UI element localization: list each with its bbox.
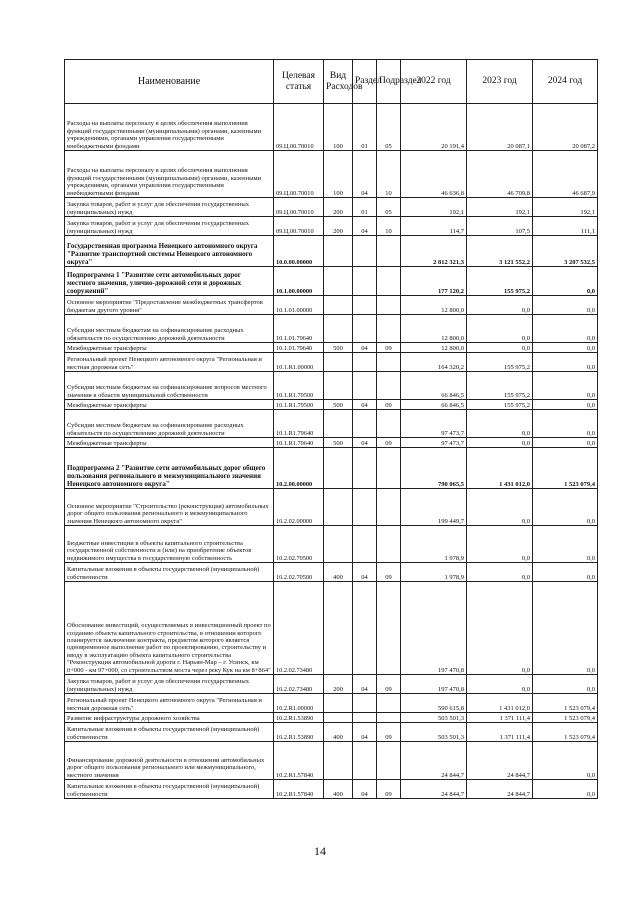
row-value-2023: 107,5 (467, 217, 533, 236)
row-exp-type: 200 (324, 217, 353, 236)
row-exp-type (324, 526, 353, 563)
row-value-2024: 3 207 532,5 (533, 236, 598, 267)
row-value-2022: 197 470,8 (401, 675, 467, 694)
row-name: Основное мероприятие "Предоставление межбюджетных трансфертов бюджетам другого уровня" (65, 296, 274, 315)
row-subsection: 09 (377, 400, 401, 410)
header-subsection: Подраздел (377, 60, 401, 104)
row-code: 09.Ц.00.70010 (274, 151, 324, 198)
row-section (353, 236, 377, 267)
row-value-2023: 0,0 (467, 343, 533, 353)
row-subsection: 05 (377, 198, 401, 217)
row-value-2024: 0,0 (533, 489, 598, 526)
row-value-2024: 20 087,2 (533, 104, 598, 151)
row-name: Капитальные вложения в объекты государственной (муниципальной) собственности (65, 563, 274, 582)
row-value-2024: 1 523 079,4 (533, 713, 598, 723)
row-name: Межбюджетные трансферты (65, 400, 274, 410)
row-code: 10.2.02.00000 (274, 489, 324, 526)
row-section: 04 (353, 780, 377, 799)
row-code: 10.2.02.73480 (274, 675, 324, 694)
row-value-2022: 97 473,7 (401, 410, 467, 438)
row-section: 04 (353, 563, 377, 582)
row-exp-type (324, 448, 353, 489)
row-exp-type: 200 (324, 675, 353, 694)
row-name: Подпрограмма 1 "Развитие сети автомобильных дорог местного значения, улично-дорожной сети и дорожных сооружений" (65, 267, 274, 296)
row-name: Расходы на выплаты персоналу в целях обеспечения выполнения функций государственными (муниципальными) органами, казенными учреждениями, органами управления государственными внебюджетными фондами (65, 104, 274, 151)
row-value-2023: 155 975,2 (467, 372, 533, 400)
row-subsection (377, 526, 401, 563)
row-exp-type: 100 (324, 151, 353, 198)
row-section: 04 (353, 675, 377, 694)
row-subsection (377, 694, 401, 713)
row-value-2024: 0,0 (533, 582, 598, 675)
row-exp-type (324, 489, 353, 526)
row-subsection: 09 (377, 563, 401, 582)
row-value-2024: 0,0 (533, 343, 598, 353)
row-section: 01 (353, 198, 377, 217)
row-value-2023: 0,0 (467, 526, 533, 563)
row-value-2023: 0,0 (467, 438, 533, 448)
table-row (65, 353, 598, 372)
row-value-2023: 24 844,7 (467, 780, 533, 799)
row-value-2022: 199 449,7 (401, 489, 467, 526)
row-name: Региональный проект Ненецкого автономного округа "Региональная и местная дорожная сеть" (65, 694, 274, 713)
row-section (353, 582, 377, 675)
row-subsection (377, 582, 401, 675)
row-subsection: 09 (377, 343, 401, 353)
row-code: 10.2.R1.53890 (274, 713, 324, 723)
row-value-2024: 0,0 (533, 296, 598, 315)
row-subsection (377, 372, 401, 400)
row-value-2024: 0,0 (533, 410, 598, 438)
row-value-2023: 0,0 (467, 582, 533, 675)
row-section (353, 713, 377, 723)
row-value-2023: 155 975,2 (467, 267, 533, 296)
header-exp-type: Вид Расходов (324, 60, 353, 104)
row-subsection (377, 353, 401, 372)
table-row (65, 343, 598, 353)
row-name: Основное мероприятие "Строительство (реконструкция) автомобильных дорог общего пользования регионального и межмуниципального значения Ненецкого автономного округа" (65, 489, 274, 526)
row-section: 04 (353, 723, 377, 742)
row-name: Бюджетные инвестиции в объекты капитального строительства государственной собственности и (или) на приобретение объектов недвижимого имущества в государственную собственность (65, 526, 274, 563)
row-code: 10.2.00.00000 (274, 448, 324, 489)
row-subsection (377, 448, 401, 489)
row-value-2024: 0,0 (533, 742, 598, 780)
row-code: 09.Ц.00.70010 (274, 217, 324, 236)
row-value-2023: 1 371 111,4 (467, 723, 533, 742)
row-value-2023: 0,0 (467, 489, 533, 526)
row-exp-type: 200 (324, 198, 353, 217)
table-row (65, 563, 598, 582)
page-number: 14 (314, 844, 326, 858)
table-row (65, 723, 598, 742)
row-code: 10.2.02.70500 (274, 526, 324, 563)
row-value-2024: 0,0 (533, 526, 598, 563)
row-value-2022: 12 800,0 (401, 343, 467, 353)
row-subsection (377, 713, 401, 723)
table-row (65, 675, 598, 694)
row-subsection (377, 410, 401, 438)
row-subsection (377, 489, 401, 526)
row-name: Расходы на выплаты персоналу в целях обеспечения выполнения функций государственными (муниципальными) органами, казенными учреждениями, органами управления государственными внебюджетными фондами (65, 151, 274, 198)
table-row (65, 742, 598, 780)
row-exp-type: 400 (324, 723, 353, 742)
row-code: 09.Ц.00.70010 (274, 104, 324, 151)
row-subsection: 09 (377, 675, 401, 694)
table-body (65, 104, 598, 799)
row-value-2022: 20 191,4 (401, 104, 467, 151)
row-value-2024: 0,0 (533, 563, 598, 582)
row-name: Подпрограмма 2 "Развитие сети автомобильных дорог общего пользования регионального и межмуниципального значения Ненецкого автономного округа" (65, 448, 274, 489)
row-subsection: 05 (377, 104, 401, 151)
row-name: Капитальные вложения в объекты государственной (муниципальной) собственности (65, 780, 274, 799)
row-value-2023: 1 431 012,0 (467, 448, 533, 489)
row-value-2022: 590 615,8 (401, 694, 467, 713)
table-row (65, 780, 598, 799)
row-value-2024: 46 687,9 (533, 151, 598, 198)
budget-table (64, 59, 598, 799)
row-exp-type (324, 742, 353, 780)
row-value-2022: 503 501,3 (401, 713, 467, 723)
row-value-2022: 2 812 321,3 (401, 236, 467, 267)
row-value-2023: 0,0 (467, 296, 533, 315)
row-value-2024: 0,0 (533, 353, 598, 372)
table-row (65, 713, 598, 723)
row-code: 10.1.R1.79500 (274, 372, 324, 400)
row-name: Государственная программа Ненецкого автономного округа "Развитие транспортной системы Ненецкого автономного округа" (65, 236, 274, 267)
row-code: 10.1.01.79640 (274, 315, 324, 343)
row-subsection: 09 (377, 780, 401, 799)
row-value-2024: 1 523 079,4 (533, 723, 598, 742)
header-section: Раздел (353, 60, 377, 104)
row-value-2023: 24 844,7 (467, 742, 533, 780)
row-exp-type (324, 267, 353, 296)
row-value-2022: 164 320,2 (401, 353, 467, 372)
row-value-2022: 24 844,7 (401, 780, 467, 799)
row-value-2022: 97 473,7 (401, 438, 467, 448)
row-code: 10.2.02.73480 (274, 582, 324, 675)
row-code: 10.2.R1.57840 (274, 742, 324, 780)
row-value-2024: 0,0 (533, 315, 598, 343)
row-value-2022: 503 501,3 (401, 723, 467, 742)
row-value-2022: 114,7 (401, 217, 467, 236)
row-code: 10.1.01.79640 (274, 343, 324, 353)
row-section (353, 353, 377, 372)
row-exp-type (324, 410, 353, 438)
row-section: 04 (353, 343, 377, 353)
row-section (353, 489, 377, 526)
row-name: Капитальные вложения в объекты государственной (муниципальной) собственности (65, 723, 274, 742)
row-code: 10.1.R1.79640 (274, 410, 324, 438)
row-value-2023: 0,0 (467, 410, 533, 438)
row-section (353, 296, 377, 315)
row-exp-type: 400 (324, 563, 353, 582)
row-code: 10.1.00.00000 (274, 267, 324, 296)
row-value-2022: 1 978,9 (401, 563, 467, 582)
row-value-2022: 192,1 (401, 198, 467, 217)
row-value-2023: 20 087,1 (467, 104, 533, 151)
table-row (65, 104, 598, 151)
row-section: 04 (353, 151, 377, 198)
row-exp-type: 500 (324, 343, 353, 353)
row-value-2024: 1 523 079,4 (533, 448, 598, 489)
table-row (65, 582, 598, 675)
row-value-2024: 0,0 (533, 267, 598, 296)
row-section (353, 448, 377, 489)
row-name: Межбюджетные трансферты (65, 438, 274, 448)
header-2024: 2024 год (533, 60, 598, 104)
row-value-2023: 0,0 (467, 563, 533, 582)
row-exp-type (324, 372, 353, 400)
row-name: Развитие инфраструктуры дорожного хозяйства (65, 713, 274, 723)
row-value-2022: 66 846,5 (401, 400, 467, 410)
row-exp-type (324, 713, 353, 723)
row-exp-type: 500 (324, 438, 353, 448)
row-section (353, 742, 377, 780)
row-section (353, 315, 377, 343)
row-name: Финансирование дорожной деятельности в отношении автомобильных дорог общего пользования регионального или межмуниципального, местного значения (65, 742, 274, 780)
row-value-2022: 790 065,5 (401, 448, 467, 489)
row-value-2022: 24 844,7 (401, 742, 467, 780)
row-value-2022: 12 800,0 (401, 315, 467, 343)
table-row (65, 438, 598, 448)
row-name: Обоснование инвестиций, осуществляемых в инвестиционный проект по созданию объекта капитального строительства, в отношении которого планируется заключение контракта, предметом которого является одновременное выполнение работ по проектированию, строительству и вводу в эксплуатацию объекта капитального строительства "Реконструкция автомобильной дороги г. Нарьян-Мар – г. Усинск, км 0+000 - км 97+000, со строительством моста через реку Кук на км 8+864" (65, 582, 274, 675)
row-value-2022: 1 978,9 (401, 526, 467, 563)
row-value-2024: 0,0 (533, 675, 598, 694)
row-value-2023: 46 709,8 (467, 151, 533, 198)
table-header-row (65, 60, 598, 104)
row-value-2024: 0,0 (533, 400, 598, 410)
header-2022: 2022 год (401, 60, 467, 104)
row-code: 10.2.02.70500 (274, 563, 324, 582)
row-code: 10.2.R1.00000 (274, 694, 324, 713)
table-row (65, 400, 598, 410)
row-subsection: 09 (377, 438, 401, 448)
row-subsection (377, 315, 401, 343)
row-subsection (377, 296, 401, 315)
row-subsection (377, 742, 401, 780)
row-value-2023: 1 371 111,4 (467, 713, 533, 723)
row-value-2023: 192,1 (467, 198, 533, 217)
row-name: Субсидии местным бюджетам на софинансирование вопросов местного значения в области муниципальной собственности (65, 372, 274, 400)
row-exp-type: 400 (324, 780, 353, 799)
row-name: Закупка товаров, работ и услуг для обеспечения государственных (муниципальных) нужд (65, 217, 274, 236)
table-row (65, 489, 598, 526)
row-value-2022: 177 120,2 (401, 267, 467, 296)
header-target: Целевая статья (274, 60, 324, 104)
row-value-2024: 192,1 (533, 198, 598, 217)
row-code: 10.1.01.00000 (274, 296, 324, 315)
row-section (353, 526, 377, 563)
row-code: 10.2.R1.53890 (274, 723, 324, 742)
row-value-2024: 0,0 (533, 372, 598, 400)
row-exp-type (324, 236, 353, 267)
row-section (353, 694, 377, 713)
row-subsection (377, 267, 401, 296)
row-exp-type (324, 582, 353, 675)
row-exp-type: 100 (324, 104, 353, 151)
row-exp-type (324, 296, 353, 315)
table-row (65, 236, 598, 267)
row-value-2023: 155 975,2 (467, 353, 533, 372)
row-value-2023: 155 975,2 (467, 400, 533, 410)
row-value-2023: 0,0 (467, 315, 533, 343)
row-value-2022: 197 470,8 (401, 582, 467, 675)
row-exp-type (324, 694, 353, 713)
row-value-2024: 0,0 (533, 438, 598, 448)
table-row (65, 267, 598, 296)
header-2023: 2023 год (467, 60, 533, 104)
row-name: Закупка товаров, работ и услуг для обеспечения государственных (муниципальных) нужд (65, 198, 274, 217)
row-name: Региональный проект Ненецкого автономного округа "Региональная и местная дорожная сеть" (65, 353, 274, 372)
table-row (65, 694, 598, 713)
row-subsection (377, 236, 401, 267)
table-row (65, 296, 598, 315)
table-row (65, 198, 598, 217)
row-code: 10.1.R1.79500 (274, 400, 324, 410)
row-name: Субсидии местным бюджетам на софинансирование расходных обязательств по осуществлению дорожной деятельности (65, 410, 274, 438)
row-value-2024: 111,1 (533, 217, 598, 236)
row-value-2023: 3 121 552,2 (467, 236, 533, 267)
row-subsection: 10 (377, 151, 401, 198)
row-name: Закупка товаров, работ и услуг для обеспечения государственных (муниципальных) нужд (65, 675, 274, 694)
row-code: 09.Ц.00.70010 (274, 198, 324, 217)
table-row (65, 217, 598, 236)
table-row (65, 315, 598, 343)
row-value-2022: 66 846,5 (401, 372, 467, 400)
row-section: 04 (353, 438, 377, 448)
row-section: 04 (353, 400, 377, 410)
row-section (353, 410, 377, 438)
row-code: 10.1.R1.00000 (274, 353, 324, 372)
row-value-2023: 0,0 (467, 675, 533, 694)
row-value-2024: 0,0 (533, 780, 598, 799)
row-name: Межбюджетные трансферты (65, 343, 274, 353)
row-subsection: 10 (377, 217, 401, 236)
row-exp-type (324, 315, 353, 343)
table-row (65, 448, 598, 489)
row-section (353, 372, 377, 400)
row-value-2022: 12 800,0 (401, 296, 467, 315)
row-exp-type (324, 353, 353, 372)
row-code: 10.2.R1.57840 (274, 780, 324, 799)
row-value-2024: 1 523 079,4 (533, 694, 598, 713)
header-name: Наименование (65, 60, 274, 104)
table-row (65, 526, 598, 563)
table-row (65, 410, 598, 438)
row-section: 01 (353, 104, 377, 151)
row-value-2022: 46 636,8 (401, 151, 467, 198)
row-code: 10.1.R1.79640 (274, 438, 324, 448)
row-code: 10.0.00.00000 (274, 236, 324, 267)
row-name: Субсидии местным бюджетам на софинансирование расходных обязательств по осуществлению дорожной деятельности (65, 315, 274, 343)
row-section: 04 (353, 217, 377, 236)
row-value-2023: 1 431 012,0 (467, 694, 533, 713)
row-exp-type: 500 (324, 400, 353, 410)
table-row (65, 372, 598, 400)
table-row (65, 151, 598, 198)
row-subsection: 09 (377, 723, 401, 742)
row-section (353, 267, 377, 296)
